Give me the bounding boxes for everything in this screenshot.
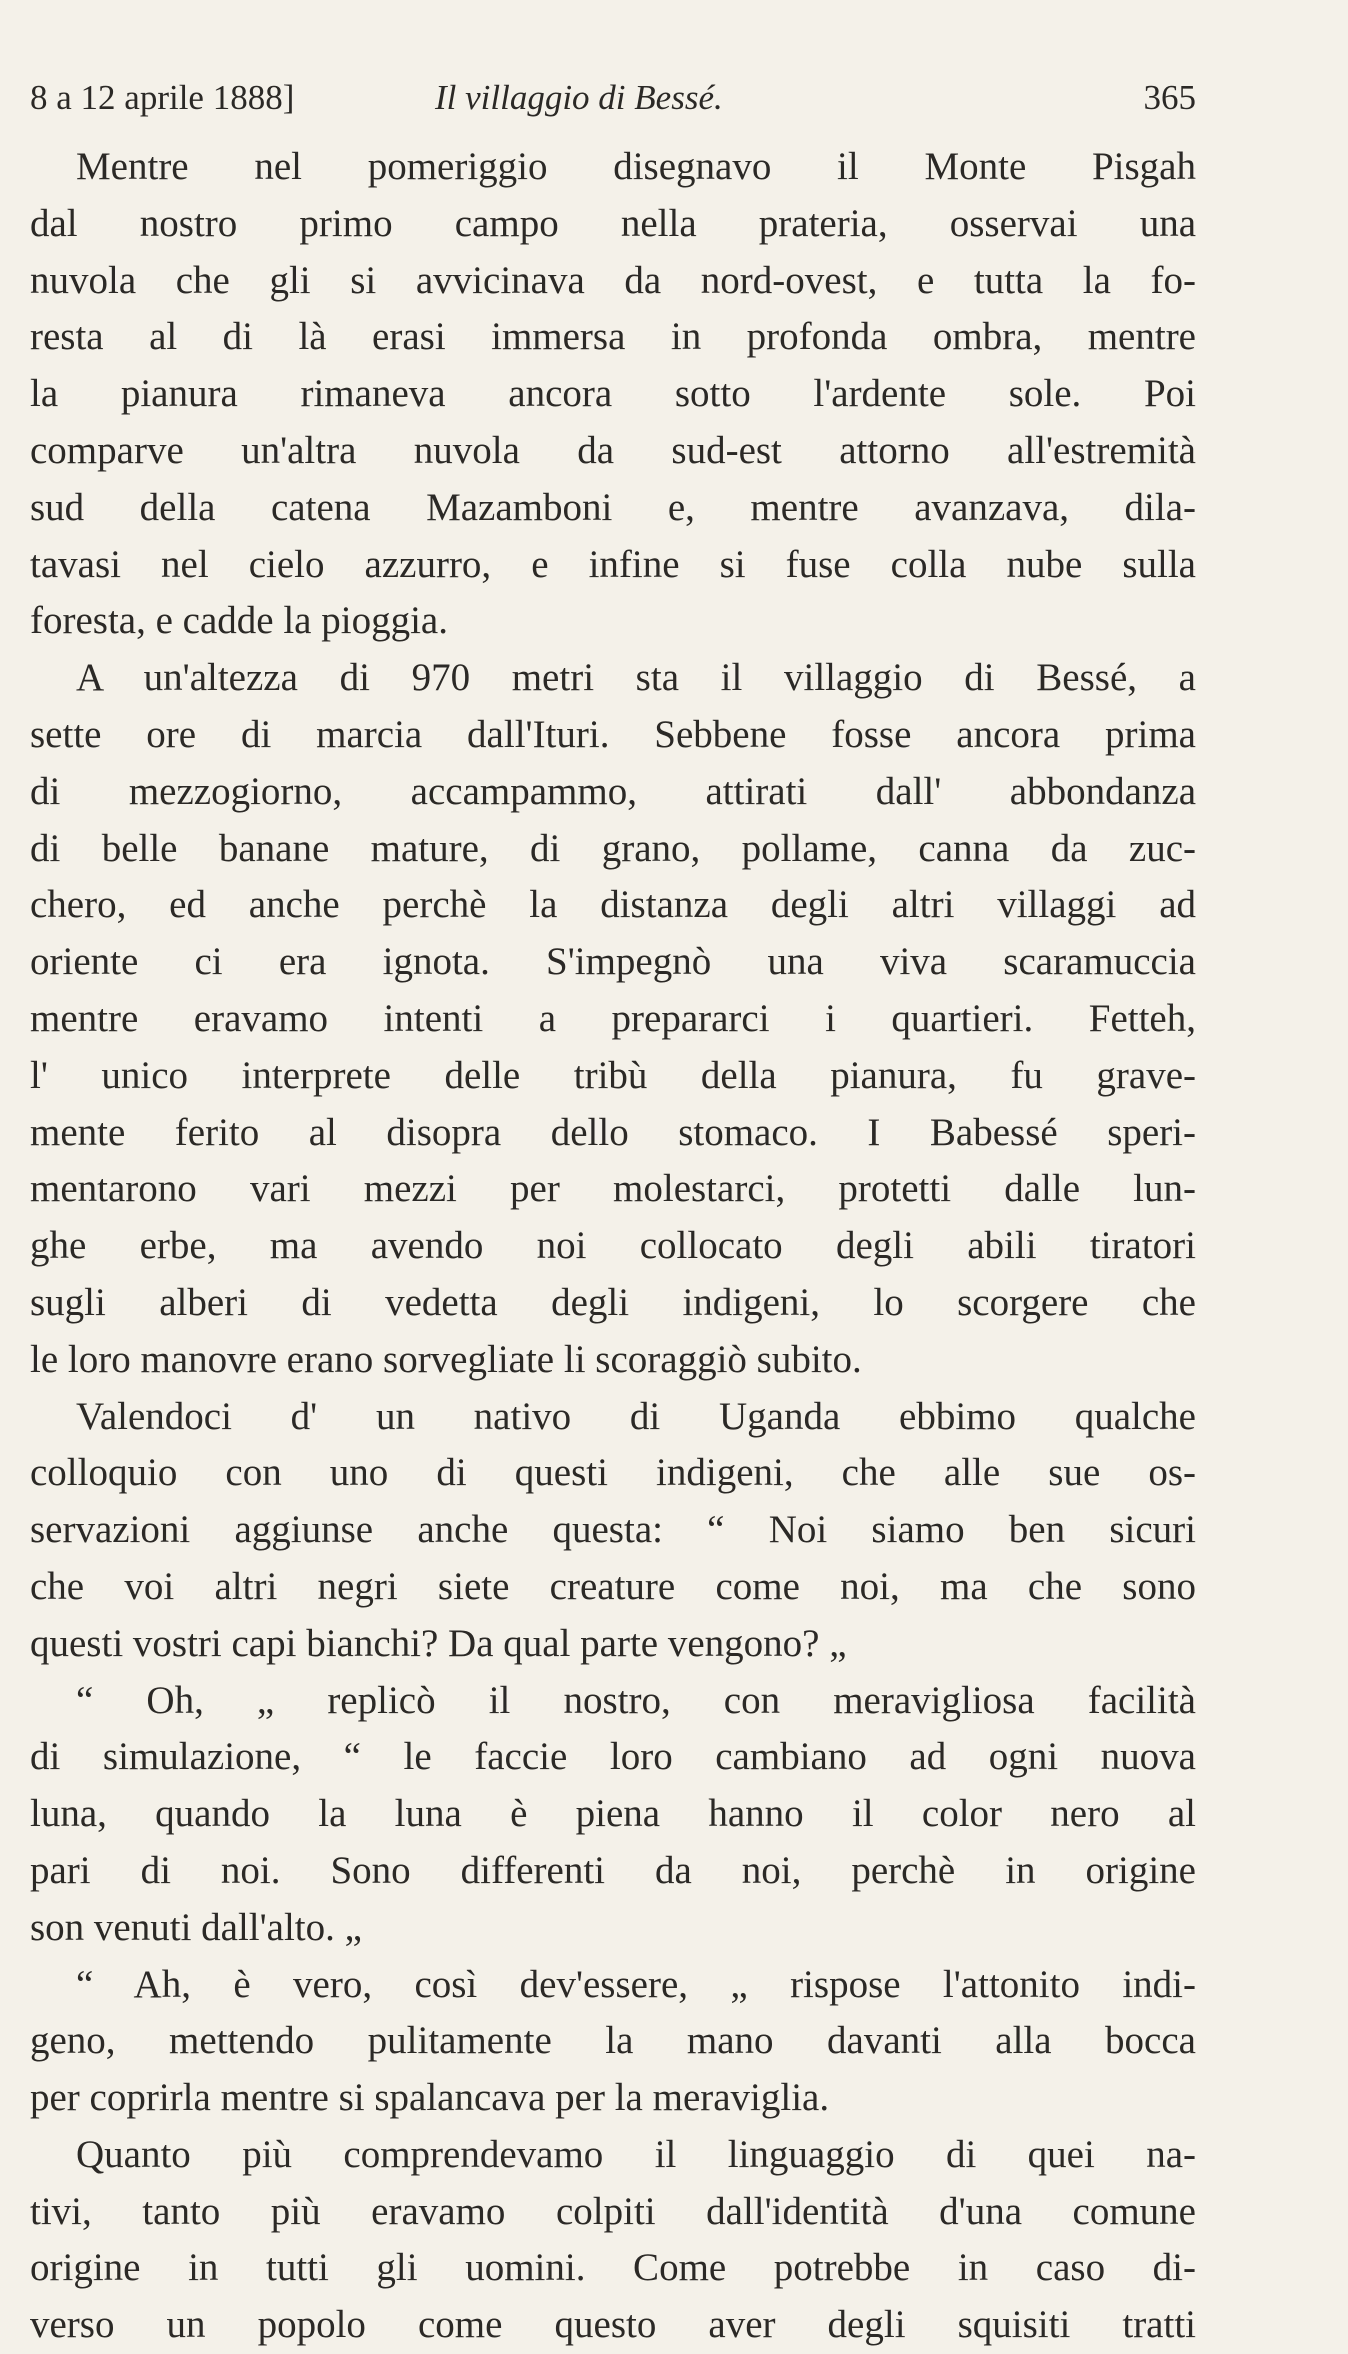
- text-line: luna, quando la luna è piena hanno il color nero al: [30, 1792, 1196, 1836]
- running-head-date: 8 a 12 aprile 1888]: [30, 78, 295, 117]
- text-line: ghe erbe, ma avendo noi collocato degli abili tiratori: [30, 1224, 1196, 1268]
- text-line: tivi, tanto più eravamo colpiti dall'identità d'una comune: [30, 2189, 1196, 2233]
- text-line: chero, ed anche perchè la distanza degli altri villaggi ad: [30, 883, 1196, 927]
- text-line: “ Ah, è vero, così dev'essere, „ rispose l'attonito indi-: [76, 1962, 1196, 2006]
- text-line: foresta, e cadde la pioggia.: [30, 599, 448, 643]
- text-line: le loro manovre erano sorvegliate li scoraggiò subito.: [30, 1337, 862, 1381]
- text-line: origine in tutti gli uomini. Come potrebbe in caso di-: [30, 2246, 1196, 2290]
- text-line: nuvola che gli si avvicinava da nord-ovest, e tutta la fo-: [30, 258, 1196, 302]
- text-line: resta al di là erasi immersa in profonda ombra, mentre: [30, 315, 1196, 359]
- text-line: mente ferito al disopra dello stomaco. I Babessé speri-: [30, 1110, 1196, 1154]
- text-line: la pianura rimaneva ancora sotto l'ardente sole. Poi: [30, 372, 1196, 416]
- text-line: Valendoci d' un nativo di Uganda ebbimo qualche: [76, 1394, 1196, 1438]
- text-line: di mezzogiorno, accampammo, attirati dall' abbondanza: [30, 769, 1196, 813]
- body-text: [30, 139, 1196, 2354]
- text-line: comparve un'altra nuvola da sud-est attorno all'estremità: [30, 428, 1196, 472]
- text-line: l' unico interprete delle tribù della pianura, fu grave-: [30, 1053, 1196, 1097]
- text-line: sugli alberi di vedetta degli indigeni, lo scorgere che: [30, 1280, 1196, 1324]
- running-head: [30, 68, 1196, 128]
- text-line: mentre eravamo intenti a prepararci i quartieri. Fetteh,: [30, 996, 1196, 1040]
- text-line: Mentre nel pomeriggio disegnavo il Monte Pisgah: [76, 145, 1196, 188]
- text-line: sud della catena Mazamboni e, mentre avanzava, dila-: [30, 485, 1196, 529]
- text-line: per coprirla mentre si spalancava per la meraviglia.: [30, 2076, 830, 2120]
- text-line: pari di noi. Sono differenti da noi, perchè in origine: [30, 1848, 1196, 1892]
- text-line: geno, mettendo pulitamente la mano davanti alla bocca: [30, 2019, 1196, 2063]
- text-line: son venuti dall'alto. „: [30, 1905, 362, 1949]
- text-line: questi vostri capi bianchi? Da qual parte vengono? „: [30, 1621, 847, 1665]
- running-head-title: Il villaggio di Bessé.: [435, 78, 723, 117]
- text-line: di simulazione, “ le faccie loro cambiano ad ogni nuova: [30, 1735, 1196, 1779]
- text-line: mentarono vari mezzi per molestarci, protetti dalle lun-: [30, 1167, 1196, 1211]
- text-line: sette ore di marcia dall'Ituri. Sebbene fosse ancora prima: [30, 712, 1196, 756]
- text-line: dal nostro primo campo nella prateria, osservai una: [30, 201, 1196, 245]
- text-line: Quanto più comprendevamo il linguaggio di quei na-: [76, 2132, 1196, 2176]
- text-line: che voi altri negri siete creature come noi, ma che sono: [30, 1564, 1196, 1608]
- text-line: tavasi nel cielo azzurro, e infine si fuse colla nube sulla: [30, 542, 1196, 586]
- text-line: colloquio con uno di questi indigeni, che alle sue os-: [30, 1451, 1196, 1495]
- text-line: oriente ci era ignota. S'impegnò una viva scaramuccia: [30, 940, 1196, 984]
- text-line: A un'altezza di 970 metri sta il villaggio di Bessé, a: [76, 656, 1196, 700]
- text-line: “ Oh, „ replicò il nostro, con meravigliosa facilità: [76, 1678, 1196, 1722]
- text-line: verso un popolo come questo aver degli squisiti tratti: [30, 2303, 1196, 2347]
- text-line: servazioni aggiunse anche questa: “ Noi siamo ben sicuri: [30, 1508, 1196, 1552]
- page-number: 365: [1143, 78, 1196, 117]
- text-line: di belle banane mature, di grano, pollame, canna da zuc-: [30, 826, 1196, 870]
